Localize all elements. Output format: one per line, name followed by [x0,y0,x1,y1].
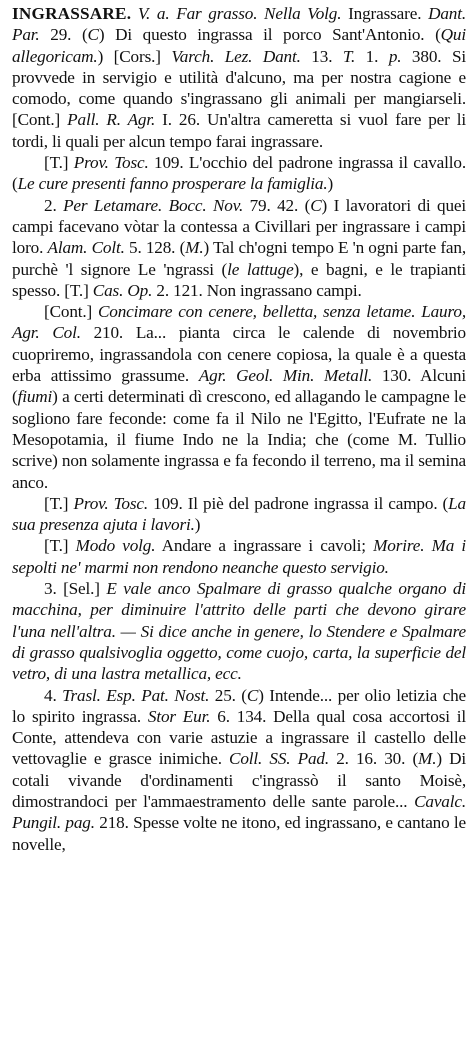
text-segment: ) [194,515,201,535]
text-segment: 13. [300,46,343,66]
italic-text: Le cure presenti fanno prosperare la famiglia. [17,174,328,194]
text-segment: 29. ( [39,25,88,45]
italic-text: fiumi [17,387,53,407]
entry-paragraph [12,152,466,195]
italic-text: Concimare con cenere, belletta, senza letame. Lauro, Agr. Col. [12,302,466,343]
text-segment [131,4,138,23]
text-segment: 2. [44,195,64,215]
text-segment: [T.] [44,536,76,556]
italic-text: Coll. SS. Pad. [229,749,330,769]
text-segment: 2. 16. 30. ( [329,749,419,769]
text-segment: ) a certi determinati dì crescono, ed allagando le campagne le sogliono fare feconde: come fa il Nilo ne l'Egitto, l'Eufrate ne la Mesopotamia, il fiume Indo ne la India; che (come M. Tullio scrive) non solamente ingrassa e fa fecondo il terreno, ma il semina anco. [12,387,466,492]
text-segment: 4. [44,685,63,705]
italic-text: Alam. Colt. [47,238,125,258]
italic-text: La sua presenza ajuta i lavori. [12,493,466,535]
text-segment: 6. 134. Della qual cosa accortosi il Conte, attendeva con varie astuzie a ingrassare il castello delle vettovaglie e grasce inimiche. [12,706,466,769]
entry-paragraph [12,578,466,684]
italic-text: Pall. R. Agr. [67,110,156,130]
italic-text: Prov. Tosc. [73,153,149,173]
text-segment: ) [327,174,334,194]
text-segment: ) Di cotali vivande d'ordinamenti c'ingrassò il santo Moisè, dimostrandoci per l'ammaestramento delle sante parole... [12,749,467,811]
italic-text: Qui allegoricam. [12,25,466,66]
text-segment: 130. Alcuni ( [12,366,467,407]
text-segment: [T.] [44,153,74,173]
text-segment: 2. 121. Non ingrassano campi. [152,280,362,300]
text-segment: ) I lavoratori di quei campi facevano vòtar la contessa a Civillari per ingrassare i campi loro. [12,195,466,258]
text-segment: Andare a ingrassare i cavoli; [155,536,374,556]
italic-text: V. a. Far grasso. Nella Volg. [137,4,342,23]
italic-text: C [246,685,259,705]
italic-text: Dant. Par. [12,4,467,45]
text-segment: 3. [Sel.] [44,579,107,599]
entry-paragraph [12,685,466,855]
entry-paragraph [12,3,466,152]
italic-text: Varch. Lez. Dant. [171,46,301,66]
entry-paragraph [12,535,466,578]
italic-text: C [310,195,322,215]
italic-text: Trasl. Esp. Pat. Nost. [62,685,210,705]
italic-text: Per Letamare. Bocc. Nov. [63,195,244,215]
italic-text: M. [185,238,204,258]
text-segment: ) Di questo ingrassa il porco Sant'Antonio. ( [98,25,441,45]
entry-paragraph [12,301,466,493]
text-segment: 79. 42. ( [243,195,311,215]
text-segment: ) Intende... per olio letizia che lo spirito ingrassa. [12,685,466,726]
entry-paragraph [12,493,466,536]
italic-text: Modo volg. [75,536,156,556]
italic-text: Cavalc. Pungil. pag. [12,791,466,833]
text-segment: [Cont.] [44,302,98,322]
text-segment: Ingrassare. [341,4,429,23]
italic-text: E vale anco Spalmare di grasso qualche organo di macchina, per diminuire l'attrito delle parti che devono girare l'una nell'altra. — Si dice anche in genere, lo Stendere e Spalmare di grasso qualsivoglia oggetto, come cuojo, carta, la superficie del vetro, di una lastra metallica, ecc. [12,579,466,684]
italic-text: T. [342,46,356,66]
text-segment: 109. Il piè del padrone ingrassa il campo. ( [148,493,449,513]
italic-text: Stor Eur. [147,706,211,726]
italic-text: M. [418,749,437,769]
italic-text: Agr. Geol. Min. Metall. [198,366,373,386]
text-segment: 218. Spesse volte ne itono, ed ingrassano, e cantano le novelle, [12,813,467,854]
italic-text: Morire. Ma i sepolti ne' marmi non rendono neanche questo servigio. [12,536,466,577]
entry-headword: INGRASSARE. [12,4,132,23]
text-segment: ), e bagni, e le trapianti spesso. [T.] [12,259,466,300]
entry-paragraph [12,195,466,301]
text-segment: 5. 128. ( [124,238,186,258]
dictionary-entry-ingrassare [12,3,466,855]
text-segment: ) Tal ch'ogni tempo E 'n ogni parte fan, purchè 'l signore Le 'ngrassi ( [12,238,466,279]
text-segment: 1. [355,46,389,66]
text-segment: I. 26. Un'altra cameretta si vuol fare per li tordi, li quali per alcun tempo farai ingrassare. [12,110,466,151]
text-segment: 380. Si provvede in servigio e utilità d'alcuno, ma per nostra cagione e comodo, come quando s'ingrassano gli animali per mangiarseli. [Cont.] [12,46,466,130]
text-segment: 109. L'occhio del padrone ingrassa il cavallo. ( [12,153,466,194]
italic-text: Cas. Op. [92,280,153,300]
text-segment: 25. ( [209,685,247,705]
italic-text: C [87,25,99,45]
text-segment: ) [Cors.] [97,46,172,66]
italic-text: p. [388,46,402,66]
italic-text: le lattuge [227,259,294,279]
text-segment: 210. La... pianta circa le calende di novembrio cuopriremo, ingrassandola con cenere copiosa, la quale è a questa erba attissimo grassume. [12,323,467,386]
italic-text: Prov. Tosc. [73,493,149,513]
text-segment: [T.] [44,493,74,513]
